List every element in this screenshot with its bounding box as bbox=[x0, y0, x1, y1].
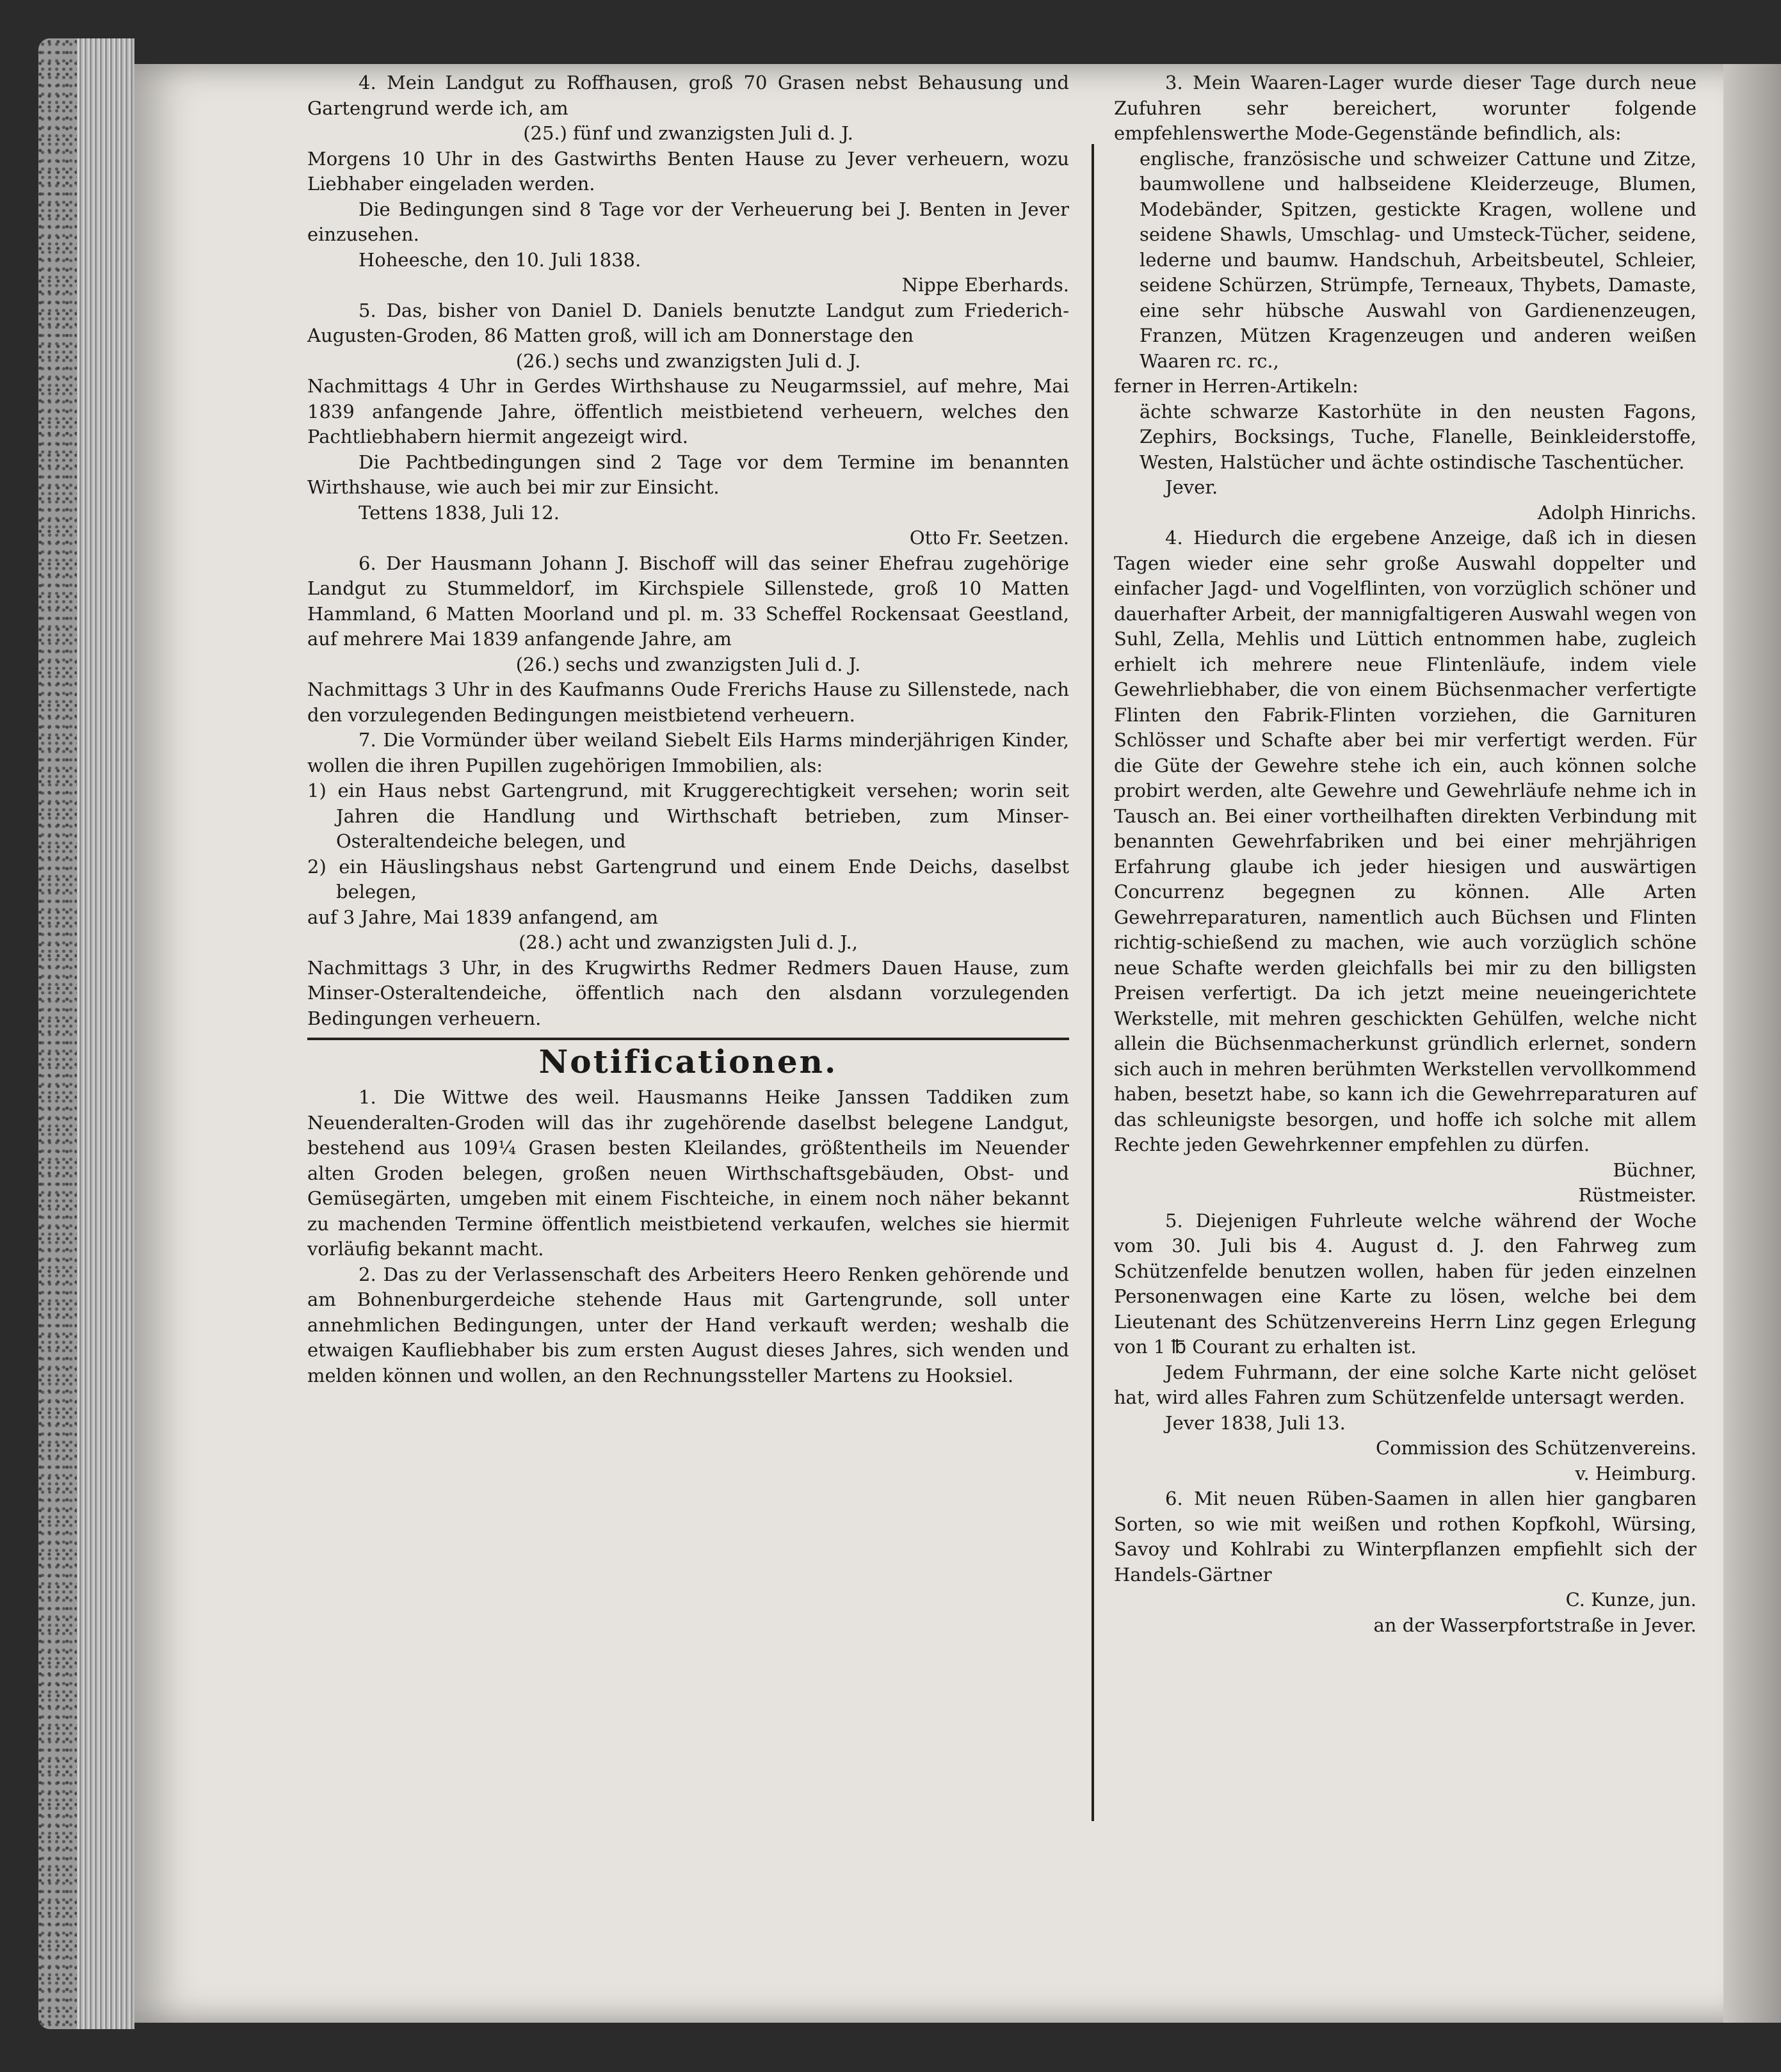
notification-5 bbox=[1114, 1209, 1696, 1487]
list-item: 2) ein Häuslingshaus nebst Gartengrund und einem Ende Deichs, daselbst belegen, bbox=[307, 855, 1069, 903]
section-rule bbox=[307, 1038, 1069, 1040]
notice-text: 3. Mein Waaren-Lager wurde dieser Tage durch neue Zufuhren sehr bereichert, worunter folgende empfehlenswerthe Mode-Gegenstände befindlich, als: bbox=[1114, 72, 1696, 144]
notice-text: 4. Mein Landgut zu Roffhausen, groß 70 Grasen nebst Behausung und Gartengrund werde ich, am bbox=[307, 72, 1069, 119]
address: an der Wasserpfortstraße in Jever. bbox=[1373, 1614, 1696, 1636]
signature: C. Kunze, jun. bbox=[1565, 1589, 1696, 1610]
section-heading: Notificationen. bbox=[538, 1043, 838, 1080]
auction-date: (25.) fünf und zwanzigsten Juli d. J. bbox=[523, 122, 853, 144]
auction-date: (28.) acht und zwanzigsten Juli d. J., bbox=[519, 931, 858, 953]
notice-text: 6. Der Hausmann Johann J. Bischoff will das seiner Ehefrau zugehörige Landgut zu Stummeldorf, im Kirchspiele Sillenstede, groß 10 Matten Hammland, 6 Matten Moorland und pl. m. 33 Scheffel Rockensaat Geestland, auf mehrere Mai 1839 anfangende Jahre, am bbox=[307, 552, 1069, 650]
column-rule bbox=[1092, 144, 1094, 1821]
notice-text: Die Bedingungen sind 8 Tage vor der Verheuerung bei J. Benten in Jever einzusehen. bbox=[307, 198, 1069, 245]
facing-page-edge bbox=[1723, 64, 1781, 2023]
signature: Büchner, bbox=[1613, 1159, 1696, 1181]
notice-7 bbox=[307, 728, 1069, 1031]
left-column bbox=[307, 70, 1069, 1388]
auction-date: (26.) sechs und zwanzigsten Juli d. J. bbox=[515, 349, 861, 372]
signature: Adolph Hinrichs. bbox=[1537, 501, 1696, 524]
notice-text: Nachmittags 3 Uhr, in des Krugwirths Redmer Redmers Dauen Hause, zum Minser-Osteraltendeiche, öffentlich nach den alsdann vorzulegenden Bedingungen verheuern. bbox=[307, 956, 1069, 1029]
notice-4 bbox=[307, 70, 1069, 298]
notice-text: ferner in Herren-Artikeln: bbox=[1114, 375, 1358, 397]
signature: Otto Fr. Seetzen. bbox=[909, 527, 1069, 549]
notice-text: Nachmittags 3 Uhr in des Kaufmanns Oude Frerichs Hause zu Sillenstede, nach den vorzulegenden Bedingungen meistbietend verheuern. bbox=[307, 679, 1069, 726]
notice-text: Jedem Fuhrmann, der eine solche Karte nicht gelöset hat, wird alles Fahren zum Schützenfelde untersagt werden. bbox=[1114, 1361, 1696, 1408]
notice-6 bbox=[307, 551, 1069, 728]
place: Jever. bbox=[1165, 476, 1218, 498]
place-date: Jever 1838, Juli 13. bbox=[1165, 1411, 1346, 1434]
book-page-edges bbox=[38, 38, 134, 2029]
signature: v. Heimburg. bbox=[1575, 1462, 1696, 1484]
notification-2 bbox=[307, 1262, 1069, 1389]
goods-list: ächte schwarze Kastorhüte in den neusten Fagons, Zephirs, Bocksings, Tuche, Flanelle, Beinkleiderstoffe, Westen, Halstücher und ächte ostindische Taschentücher. bbox=[1140, 400, 1696, 473]
place-date: Hoheesche, den 10. Juli 1838. bbox=[359, 248, 641, 271]
notification-3 bbox=[1114, 70, 1696, 526]
notice-text: Nachmittags 4 Uhr in Gerdes Wirthshause zu Neugarmssiel, auf mehre, Mai 1839 anfangende Jahre, öffentlich meistbietend verheuern, welches den Pachtliebhabern hiermit angezeigt wird. bbox=[307, 375, 1069, 447]
goods-list: englische, französische und schweizer Cattune und Zitze, baumwollene und halbseidene Kleiderzeuge, Blumen, Modebänder, Spitzen, gestickte Kragen, wollene und seidene Shawls, Umschlag- und Umsteck-Tücher, seidene, lederne und baumw. Handschuh, Arbeitsbeutel, Schleier, seidene Schürzen, Strümpfe, Terneaux, Thybets, Damaste, eine sehr hübsche Auswahl von Gardienenzeugen, Franzen, Mützen Kragenzeugen und anderen weißen Waaren rc. rc., bbox=[1140, 147, 1696, 372]
notice-text: 5. Das, bisher von Daniel D. Daniels benutzte Landgut zum Friederich-Augusten-Groden, 86 Matten groß, will ich am Donnerstage den bbox=[307, 299, 1069, 346]
notice-text: Morgens 10 Uhr in des Gastwirths Benten Hause zu Jever verheuern, wozu Liebhaber eingeladen werden. bbox=[307, 147, 1069, 195]
list-item: 1) ein Haus nebst Gartengrund, mit Kruggerechtigkeit versehen; worin seit Jahren die Handlung und Wirthschaft betrieben, zum Minser-Osteraltendeiche belegen, und bbox=[307, 780, 1069, 852]
notification-6 bbox=[1114, 1486, 1696, 1638]
notification-1 bbox=[307, 1085, 1069, 1262]
notice-text: 7. Die Vormünder über weiland Siebelt Eils Harms minderjährigen Kinder, wollen die ihren Pupillen zugehörigen Immobilien, als: bbox=[307, 729, 1069, 776]
notice-text: 6. Mit neuen Rüben-Saamen in allen hier gangbaren Sorten, so wie mit weißen und rothen Kopfkohl, Würsing, Savoy und Kohlrabi zu Winterpflanzen empfiehlt sich der Handels-Gärtner bbox=[1114, 1488, 1696, 1586]
notice-text: Die Pachtbedingungen sind 2 Tage vor dem Termine im benannten Wirthshause, wie auch bei mir zur Einsicht. bbox=[307, 451, 1069, 498]
signature: Nippe Eberhards. bbox=[901, 274, 1069, 296]
marbled-edge bbox=[38, 38, 77, 2029]
notice-text: 5. Diejenigen Fuhrleute welche während der Woche vom 30. Juli bis 4. August d. J. den Fahrweg zum Schützenfelde benutzen wollen, haben für jeden einzelnen Personenwagen eine Karte zu lösen, welche bei dem Lieutenant des Schützenvereins Herrn Linz gegen Erlegung von 1 ℔ Courant zu erhalten ist. bbox=[1114, 1209, 1696, 1358]
auction-date: (26.) sechs und zwanzigsten Juli d. J. bbox=[515, 653, 861, 675]
right-column bbox=[1114, 70, 1696, 1638]
place-date: Tettens 1838, Juli 12. bbox=[359, 501, 560, 524]
notice-5 bbox=[307, 298, 1069, 551]
notification-4 bbox=[1114, 526, 1696, 1209]
notice-text: 2. Das zu der Verlassenschaft des Arbeiters Heero Renken gehörende und am Bohnenburgerdeiche stehende Haus mit Gartengrunde, soll unter annehmlichen Bedingungen, unter der Hand verkauft werden; weshalb die etwaigen Kaufliebhaber bis zum ersten August dieses Jahres, sich wenden und melden können und wollen, an den Rechnungssteller Martens zu Hooksiel. bbox=[307, 1263, 1069, 1386]
notice-text: 1. Die Wittwe des weil. Hausmanns Heike Janssen Taddiken zum Neuenderalten-Groden will das ihr zugehörende daselbst belegene Landgut, bestehend aus 109¼ Grasen besten Kleilandes, größtentheils im Neuender alten Groden belegen, großen neuen Wirthschaftsgebäuden, Obst- und Gemüsegärten, umgeben mit einem Fischteiche, in einem noch näher bekannt zu machenden Termine öffentlich meistbietend verkaufen, welches sie hiermit vorläufig bekannt macht. bbox=[307, 1086, 1069, 1260]
notice-text: 4. Hiedurch die ergebene Anzeige, daß ich in diesen Tagen wieder eine sehr große Auswahl doppelter und einfacher Jagd- und Vogelflinten, von vorzüglich schöner und dauerhafter Arbeit, der mannigfaltigeren Auswahl wegen von Suhl, Zella, Mehlis und Lüttich entnommen habe, zugleich erhielt ich mehrere neue Flintenläufe, indem viele Gewehrliebhaber, die von einem Büchsenmacher verfertigte Flinten den Fabrik-Flinten vorziehen, die Garnituren Schlösser und Schafte aber bei mir verfertigt werden. Für die Güte der Gewehre stehe ich ein, auch können solche probirt werden, alte Gewehre und Gewehrläufe nehme ich in Tausch an. Bei einer vortheilhaften direkten Verbindung mit benannten Gewehrfabriken und bei einer mehrjährigen Erfahrung glaube ich jeder hiesigen und auswärtigen Concurrenz begegnen zu können. Alle Arten Gewehrreparaturen, namentlich auch Büchsen und Flinten richtig-schießend zu machen, wie auch vorzüglich schöne neue Schafte werden gleichfalls bei mir zu den billigsten Preisen verfertigt. Da ich jetzt meine neueingerichtete Werkstelle, mit mehren geschickten Gehülfen, welche nicht allein die Büchsenmacherkunst gründlich erlernet, sondern sich auch in mehren berühmten Werkstellen vervollkommend haben, besetzt habe, so kann ich die Gewehrreparaturen auf das schleunigste besorgen, und hoffe ich solche mit allem Rechte jeden Gewehrkenner empfehlen zu dürfen. bbox=[1114, 527, 1696, 1155]
notice-text: auf 3 Jahre, Mai 1839 anfangend, am bbox=[307, 906, 658, 928]
signature: Commission des Schützenvereins. bbox=[1375, 1437, 1696, 1459]
signature-title: Rüstmeister. bbox=[1578, 1184, 1696, 1206]
